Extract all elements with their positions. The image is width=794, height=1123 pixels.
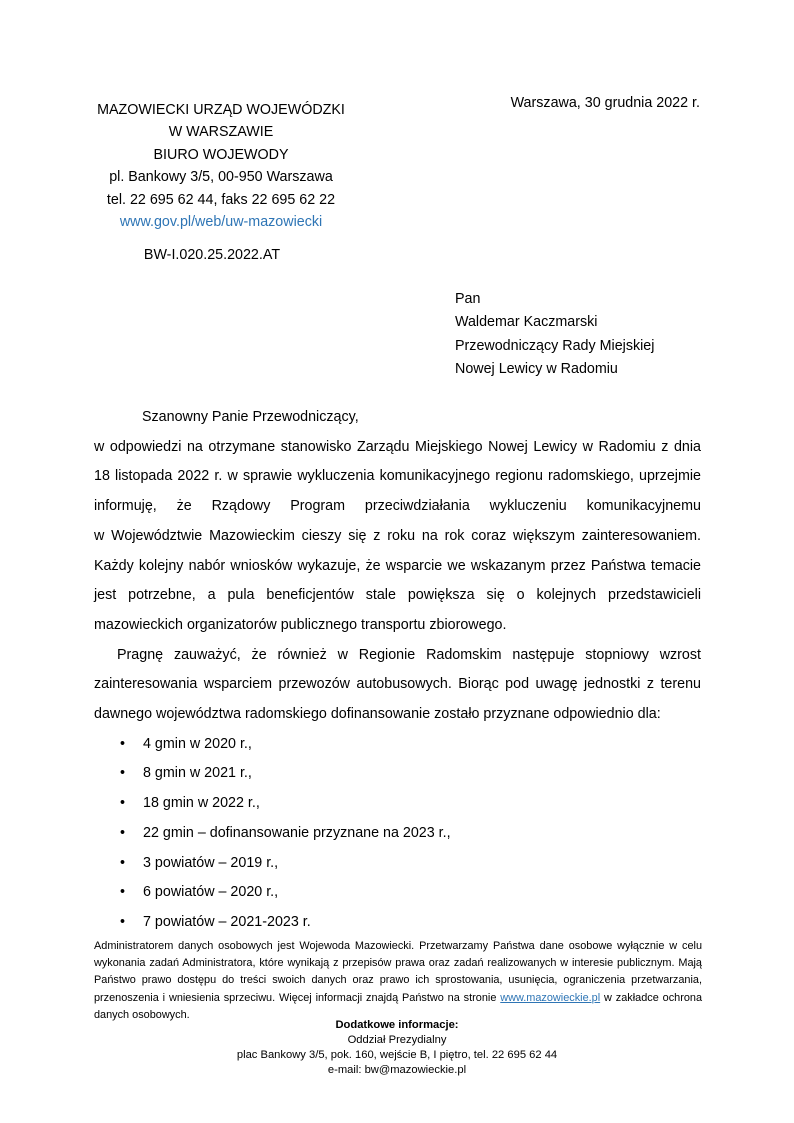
privacy-line: wykonania zadań Administratora, które wynikają z przepisów prawa oraz zadań realizowanych w interesie publicznym. Mają	[94, 957, 702, 970]
paragraph2-line: Pragnę zauważyć, że również w Regionie Radomskim następuje stopniowy wzrost	[117, 646, 701, 663]
bullet-item	[94, 819, 701, 849]
privacy-line: Państwo prawo dostępu do treści swoich danych oraz prawo ich sprostowania, usunięcia, ograniczenia przetwarzania,	[94, 974, 702, 987]
privacy-website-link[interactable]: www.mazowieckie.pl	[500, 991, 601, 1004]
bullet-dot-icon	[120, 878, 125, 908]
date-line: Warszawa, 30 grudnia 2022 r.	[510, 95, 700, 111]
bullet-dot-icon	[120, 730, 125, 760]
letterhead-phone-fax: tel. 22 695 62 44, faks 22 695 62 22	[106, 191, 336, 208]
paragraph1-line: mazowieckich organizatorów publicznego transportu zbiorowego.	[94, 616, 507, 633]
bullet-item	[94, 759, 701, 789]
privacy-notice	[94, 938, 702, 1024]
bullet-item-text: 4 gmin w 2020 r.,	[143, 735, 252, 752]
bullet-item-text: 3 powiatów – 2019 r.,	[143, 854, 279, 871]
paragraph1-line: Każdy kolejny nabór wniosków wykazuje, że wsparcie we wskazanym przez Państwa temacie	[94, 557, 701, 574]
paragraph1-line: w odpowiedzi na otrzymane stanowisko Zarządu Miejskiego Nowej Lewicy w Radomiu z dnia	[94, 438, 701, 455]
recipient-line: Przewodniczący Rady Miejskiej	[455, 337, 655, 354]
bullet-item-text: 7 powiatów – 2021-2023 r.	[143, 913, 311, 930]
bullet-dot-icon	[120, 849, 125, 879]
privacy-line-text: w zakładce ochrona	[604, 991, 702, 1004]
paragraph1-line: 18 listopada 2022 r. w sprawie wykluczenia komunikacyjnego regionu radomskiego, uprzejmie	[94, 468, 701, 485]
additional-info-department: Oddział Prezydialny	[347, 1033, 447, 1046]
recipient-block	[455, 288, 654, 381]
additional-info-block	[0, 1018, 794, 1078]
additional-info-heading: Dodatkowe informacje:	[335, 1019, 459, 1031]
additional-info-email: e-mail: bw@mazowieckie.pl	[327, 1063, 467, 1076]
letter-body	[94, 403, 701, 938]
org-name-line-1: MAZOWIECKI URZĄD WOJEWÓDZKI	[97, 102, 345, 118]
bullet-dot-icon	[120, 819, 125, 849]
bullet-item-text: 22 gmin – dofinansowanie przyznane na 2023 r.,	[143, 824, 451, 841]
privacy-line: danych osobowych.	[94, 1008, 190, 1021]
additional-info-address: plac Bankowy 3/5, pok. 160, wejście B, I piętro, tel. 22 695 62 44	[236, 1048, 558, 1061]
paragraph1-line: informuję, że Rządowy Program przeciwdziałania wykluczeniu komunikacyjnemu	[94, 498, 701, 515]
org-name-line-2: W WARSZAWIE	[168, 124, 274, 141]
bullet-dot-icon	[120, 908, 125, 938]
letterhead-website-row	[71, 211, 371, 233]
letterhead-website-link[interactable]: www.gov.pl/web/uw-mazowiecki	[119, 214, 323, 231]
org-name-line-3: BIURO WOJEWODY	[153, 146, 289, 163]
recipient-line: Waldemar Kaczmarski	[455, 314, 598, 331]
recipient-line: Nowej Lewicy w Radomiu	[455, 360, 618, 377]
privacy-line-text: przenoszenia i wniesienia sprzeciwu. Więcej informacji znajdą Państwo na stronie	[94, 991, 497, 1004]
salutation: Szanowny Panie Przewodniczący,	[142, 409, 359, 425]
privacy-line	[94, 990, 702, 1007]
bullet-item-text: 18 gmin w 2022 r.,	[143, 795, 260, 812]
letterhead	[71, 99, 371, 267]
recipient-line: Pan	[455, 291, 481, 307]
bullet-item-text: 8 gmin w 2021 r.,	[143, 765, 252, 782]
bullet-item	[94, 789, 701, 819]
bullet-item	[94, 908, 701, 938]
bullet-dot-icon	[120, 759, 125, 789]
reference-number: BW-I.020.25.2022.AT	[143, 247, 281, 264]
bullet-item-text: 6 powiatów – 2020 r.,	[143, 884, 279, 901]
paragraph2-line: dawnego województwa radomskiego dofinansowanie zostało przyznane odpowiednio dla:	[94, 706, 661, 723]
paragraph2-line: zainteresowania wsparciem przewozów autobusowych. Biorąc pod uwagę jednostki z terenu	[94, 676, 701, 693]
privacy-line: Administratorem danych osobowych jest Wojewoda Mazowiecki. Przetwarzamy Państwa dane osobowe wyłącznie w celu	[94, 940, 702, 952]
letterhead-address: pl. Bankowy 3/5, 00-950 Warszawa	[109, 169, 333, 186]
paragraph1-line: jest potrzebne, a pula beneficjentów stale powiększa się o kolejnych przedstawicieli	[94, 587, 701, 604]
bullet-dot-icon	[120, 789, 125, 819]
bullet-item	[94, 878, 701, 908]
bullet-item	[94, 730, 701, 760]
bullet-item	[94, 849, 701, 879]
paragraph1-line: w Województwie Mazowieckim cieszy się z roku na rok coraz większym zainteresowaniem.	[94, 527, 701, 544]
